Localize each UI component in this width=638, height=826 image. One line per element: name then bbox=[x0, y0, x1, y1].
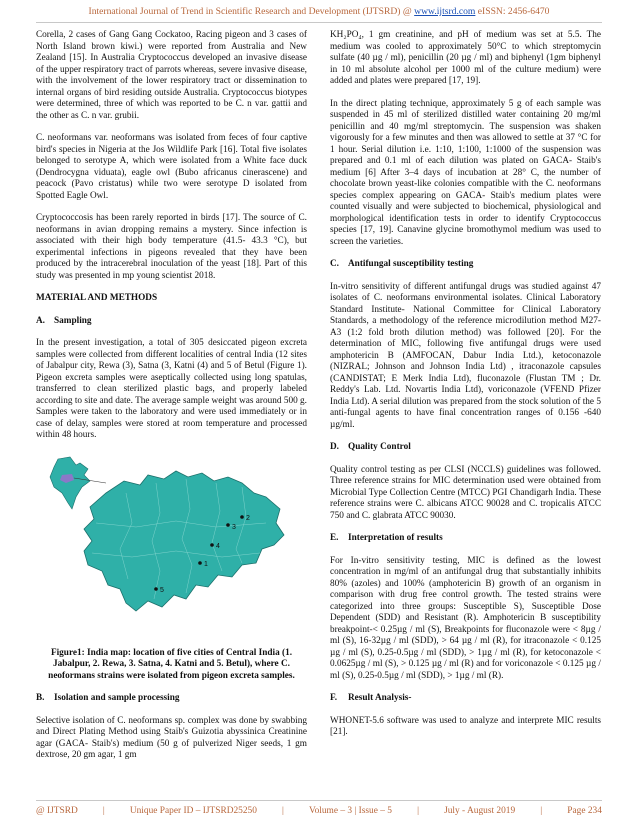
result-analysis-paragraph: WHONET-5.6 software was used to analyze and interprete MIC results [21]. bbox=[330, 715, 601, 737]
at-sign: @ bbox=[402, 6, 412, 17]
left-paragraph-2: C. neoformans var. neoformans was isolated from feces of four captive bird's species in Nigeria at the Jos Wildlife Park [16]. Total five isolates belonged to serotype A, which were isolated from a White face duck (Dendrocygna viduata), eagle owl (Bubo africanus cinerascene) and peacock (Pavo cristatus) while two were serotype D isolated from Spotted Eagle Owl. bbox=[36, 133, 307, 201]
city-marker-jabalpur bbox=[198, 561, 202, 565]
india-map-figure bbox=[36, 453, 307, 640]
journal-header bbox=[0, 6, 638, 17]
section-e-heading: E. Interpretation of results bbox=[330, 533, 443, 543]
city-label-1: 1 bbox=[204, 560, 208, 568]
quality-control-paragraph: Quality control testing as per CLSI (NCCLS) guidelines was followed. Three reference strains for MIC determination used were obtained from Microbial Type Collection Centre (MTCC) PGI Chandigarh India. These reference strains were C. albicans ATCC 90028 and C. tropicalis ATCC 750 and C. glabrata ATCC 90030. bbox=[330, 464, 601, 521]
footer-journal: @ IJTSRD bbox=[36, 806, 78, 816]
city-marker-katni bbox=[210, 543, 214, 547]
left-paragraph-1: Corella, 2 cases of Gang Gang Cockatoo, Racing pigeon and 3 cases of North Island brown kiwi.) were reported from Australia and New Zealand [15]. In Australia Cryptococcus developed an invasive disease of the upper respiratory tract of parrots whereas, severe invasive disease, with the involvement of the lower respiratory tract or dissemination to internal organs of bird residing outside Australia. Cryptococcus biotypes were determined, three of which was reported to be C. n var. gattii and the other as C. n var. grubii. bbox=[36, 30, 307, 121]
city-marker-rewa bbox=[240, 515, 244, 519]
city-label-5: 5 bbox=[160, 586, 164, 594]
footer-divider bbox=[36, 800, 602, 801]
footer-date: July - August 2019 bbox=[444, 806, 516, 816]
footer-paper-id: Unique Paper ID – IJTSRD25250 bbox=[129, 806, 257, 816]
figure-caption: Figure1: India map: location of five cities of Central India (1. Jabalpur, 2. Rewa, 3. Satna, 4. Katni and 5. Betul), where C. neoformans strains were isolated from pigeon excreta samples. bbox=[48, 647, 295, 681]
isolation-paragraph: Selective isolation of C. neoformans sp. complex was done by swabbing and Direct Plating Method using Staib's Guizotia abyssinica Creatinine agar (GACA- Staib's) medium (50 g of pulverized Niger seeds, 1 gm dextrose, 20 gm agar, 1 gm bbox=[36, 715, 307, 760]
left-column bbox=[36, 30, 307, 762]
madhya-pradesh-map bbox=[84, 471, 284, 611]
sampling-paragraph: In the present investigation, a total of 305 desiccated pigeon excreta samples were collected from different localities of central India (12 sites of Jabalpur city, Rewa (3), Satna (3, Katni (4) and 5 of Betul (Figure 1). Pigeon excreta samples were aseptically collected using long spatulas, transferred to clean sterilized plastic bags, and properly labeled according to site and date. The average sample weight was around 500 g. Samples were taken to the laboratory and were used immediately or in case of delay, samples were stored at room temperature and processed within 48 hours. bbox=[36, 338, 307, 440]
interpretation-paragraph: For In-vitro sensitivity testing, MIC is defined as the lowest concentration in mg/ml of an antifungal drug that substantially inhibits 80% (azoles) and 100% (amphotericin B) growth of an organism in comparison with drug free control growth. The tested strains were categorized into three groups: Susceptible S), Susceptible Dose Dependent (SDD) and Resistant (R). Amphotericin B susceptibility breakpoint-< 0.25µg / ml (S), Breakpoints for fluconazole were < 8µg / ml (S), 16-32µg / ml (SDD), > 64 µg / ml (R), for itraconazole < 0.125 µg / ml (S), 0.25-0.5µg / ml (SDD), > 1µg / ml (R), for ketoconazole < 0.0625µg / ml (S), > 0.125 µg / ml (R) and for voriconazole < 0.125 µg / ml (S), 0.25-0.5µg / ml (SDD), > 1µg / ml (R). bbox=[330, 555, 601, 681]
header-divider bbox=[36, 22, 602, 23]
city-label-4: 4 bbox=[216, 542, 220, 550]
section-f-heading: F. Result Analysis- bbox=[330, 693, 412, 703]
city-marker-satna bbox=[226, 523, 230, 527]
issn: eISSN: 2456-6470 bbox=[477, 6, 550, 17]
section-b-heading: B. Isolation and sample processing bbox=[36, 693, 180, 703]
india-map bbox=[36, 453, 307, 640]
city-marker-betul bbox=[154, 587, 158, 591]
journal-title: International Journal of Trend in Scientific Research and Development (IJTSRD) bbox=[88, 6, 401, 17]
journal-link[interactable]: www.ijtsrd.com bbox=[414, 6, 476, 17]
left-paragraph-3: Cryptococcosis has been rarely reported in birds [17]. The source of C. neoformans in avian dropping remains a mystery. Since infection is associated with their high body temperature (41.5- 43.3 °C), but experimental infections in pigeons revealed that they have been produced by the intracerebral inoculation of the yeast [18]. Part of this study was presented in mp young scientist 2018. bbox=[36, 213, 307, 281]
city-label-3: 3 bbox=[232, 523, 236, 531]
page-footer: @ IJTSRD | Unique Paper ID – IJTSRD25250 | Volume – 3 | Issue – 5 | July - August 2019 | Page 234 bbox=[36, 806, 602, 816]
right-paragraph-1: KH₂PO₄, 1 gm creatinine, and pH of medium was set at 5.5. The medium was cooled to approximately 50°C to which streptomycin sulfate (40 µg / ml), penicillin (20 µg / ml) and biphenyl (1gm biphenyl in 10 ml absolute alcohol per 1000 ml of the culture medium) were added and plates were prepared [17, 19]. bbox=[330, 30, 601, 86]
city-label-2: 2 bbox=[246, 514, 250, 522]
section-d-heading: D. Quality Control bbox=[330, 442, 411, 452]
footer-page: Page 234 bbox=[567, 806, 602, 816]
section-c-heading: C. Antifungal susceptibility testing bbox=[330, 259, 474, 269]
antifungal-paragraph: In-vitro sensitivity of different antifungal drugs was studied against 47 isolates of C. neoformans environmental isolates. Clinical Laboratory Standard Institute- National Committee for Clinical Laboratory Standards, a methodology of the reference microdilution method M27-A3 (1:2 fold broth dilution method) was followed [20]. For the determination of MIC, following five antifungal drugs were used amphotericin B (AMFOCAN, Dabur India Ltd.), ketoconazole (NIZRAL; Johnson and Johnson India Ltd) , itraconazole capsules (CANDISTAT; E Merk India Ltd), fluconazole (Flustan TM ; Dr. Reddy's Lab. Ltd. Novartis India Ltd), voriconazole (VFEND Pfizer India Ltd). A serial dilution was prepared from the stock solution of the 5 anti-fungal agents to have final concentration ranges of 0.156 -640 µg/ml. bbox=[330, 281, 601, 430]
methods-heading: MATERIAL AND METHODS bbox=[36, 293, 158, 303]
direct-plating-paragraph: In the direct plating technique, approximately 5 g of each sample was suspended in 45 ml of sterilized distilled water containing 20 mg/ml penicillin and 40 mg/ml streptomycin. The suspension was shaken vigorously for a few minutes and then was allowed to settle at 37 °C for 1 hour. Serial dilution i.e. 1:10, 1:100, 1:1000 of the suspension was prepared and 0.1 ml of each dilution was plated on GACA- Staib's medium [6] After 3–4 days of incubation at 28° C, the number of chocolate brown yeast-like colonies compatible with the C. neoformans species complex appearing on GACA- Staib's medium plates were counted visually and were subjected to biochemical, physiological and morphological identification tests in order to identify Cryptococcus species [17, 19]. Canavine glycine bromothymol medium was used to screen the varieties. bbox=[330, 98, 601, 247]
right-column bbox=[330, 30, 601, 739]
section-a-heading: A. Sampling bbox=[36, 315, 92, 326]
footer-volume: Volume – 3 | Issue – 5 bbox=[309, 806, 392, 816]
india-outline bbox=[50, 457, 90, 509]
